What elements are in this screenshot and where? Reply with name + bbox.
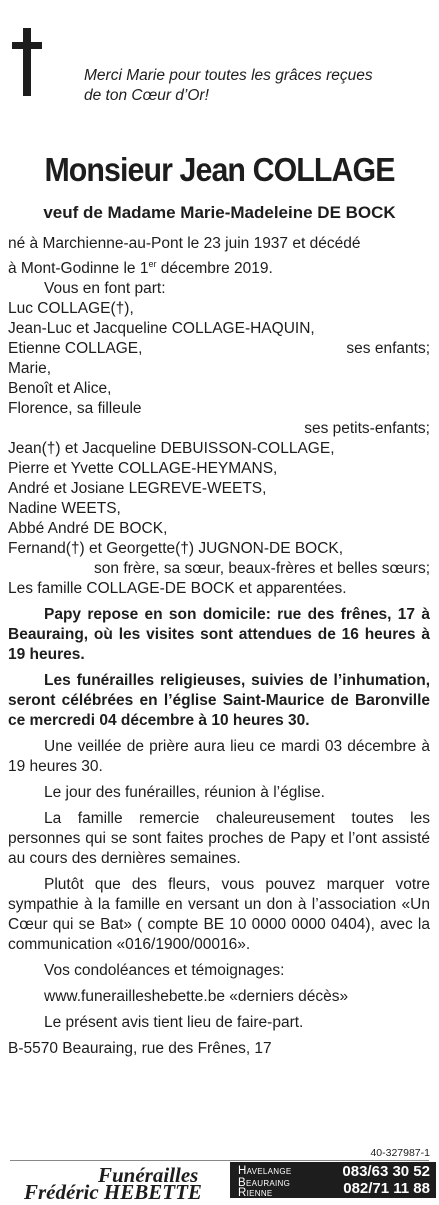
contact-box <box>230 1162 436 1198</box>
flowers-paragraph: Plutôt que des fleurs, vous pouvez marquer votre sympathie à la famille en versant un don à l’association «Un Cœur qui se Bat» ( compte BE 10 0000 0000 0404), avec la communication «016/1900/00016». <box>8 876 430 954</box>
families-line: Les famille COLLAGE-DE BOCK et apparentées. <box>8 580 347 598</box>
sibling-6: Fernand(†) et Georgette(†) JUGNON-DE BOCK, <box>8 540 344 558</box>
grandchild-1: Marie, <box>8 360 52 378</box>
siblings-label: son frère, sa sœur, beaux-frères et belles sœurs; <box>94 560 430 578</box>
location-havelange: Havelange <box>238 1165 292 1177</box>
grandchild-2: Benoît et Alice, <box>8 380 112 398</box>
location-beauraing: Beauraing <box>238 1177 291 1189</box>
sibling-5: Abbé André DE BOCK, <box>8 520 168 538</box>
website-link[interactable]: www.funerailleshebette.be «derniers décès» <box>44 988 349 1006</box>
grandchild-3: Florence, sa filleule <box>8 400 142 418</box>
spouse-line: veuf de Madame Marie-Madeleine DE BOCK <box>43 203 396 222</box>
deceased-name: Monsieur Jean COLLAGE <box>44 151 395 188</box>
dedication-quote <box>84 66 424 106</box>
child-3: Etienne COLLAGE, <box>8 340 143 358</box>
reference-number: 40-327987-1 <box>370 1147 430 1159</box>
phone-havelange: 083/63 30 52 <box>342 1163 430 1180</box>
repose-paragraph: Papy repose en son domicile: rue des frênes, 17 à Beauraing, où les visites sont attendues de 16 heures à 19 heures. <box>8 606 430 664</box>
funeral-paragraph: Les funérailles religieuses, suivies de l’inhumation, seront célébrées en l’église Saint-Maurice de Baronville ce mercredi 04 décembre à 10 heures 30. <box>8 672 430 730</box>
child-1: Luc COLLAGE(†), <box>8 300 134 318</box>
location-rienne: Rienne <box>238 1187 273 1199</box>
children-row <box>8 339 430 359</box>
address-line: B-5570 Beauraing, rue des Frênes, 17 <box>8 1040 272 1058</box>
family-intro: Vous en font part: <box>44 280 166 298</box>
funeral-home-logo <box>0 1160 226 1204</box>
thanks-paragraph: La famille remercie chaleureusement toutes les personnes qui se sont faites proches de Papy et l’ont assisté au cours des dernières semaines. <box>8 810 430 868</box>
birth-line-2: à Mont-Godinne le 1er décembre 2019. <box>8 259 273 278</box>
condolences-line: Vos condoléances et témoignages: <box>44 962 285 980</box>
sibling-1: Jean(†) et Jacqueline DEBUISSON-COLLAGE, <box>8 440 335 458</box>
quote-line-2: de ton Cœur d’Or! <box>84 87 209 104</box>
sibling-2: Pierre et Yvette COLLAGE-HEYMANS, <box>8 460 278 478</box>
sibling-3: André et Josiane LEGREVE-WEETS, <box>8 480 267 498</box>
notice-body <box>8 234 430 1059</box>
vigil-paragraph: Une veillée de prière aura lieu ce mardi 03 décembre à 19 heures 30. <box>8 738 430 776</box>
birth-line-1: né à Marchienne-au-Pont le 23 juin 1937 et décédé <box>8 235 361 252</box>
meeting-paragraph: Le jour des funérailles, réunion à l’église. <box>44 784 325 802</box>
phone-beauraing: 082/71 11 88 <box>343 1180 430 1197</box>
child-2: Jean-Luc et Jacqueline COLLAGE-HAQUIN, <box>8 320 315 338</box>
children-label: ses enfants; <box>346 340 430 358</box>
quote-line-1: Merci Marie pour toutes les grâces reçues <box>84 67 373 84</box>
grandchildren-label: ses petits-enfants; <box>304 420 430 438</box>
brand-line-2: Frédéric HEBETTE <box>24 1180 202 1204</box>
cross-icon <box>12 28 42 96</box>
sibling-4: Nadine WEETS, <box>8 500 121 518</box>
brand-line-1: Funérailles <box>98 1163 199 1187</box>
notice-line: Le présent avis tient lieu de faire-part. <box>44 1014 304 1032</box>
